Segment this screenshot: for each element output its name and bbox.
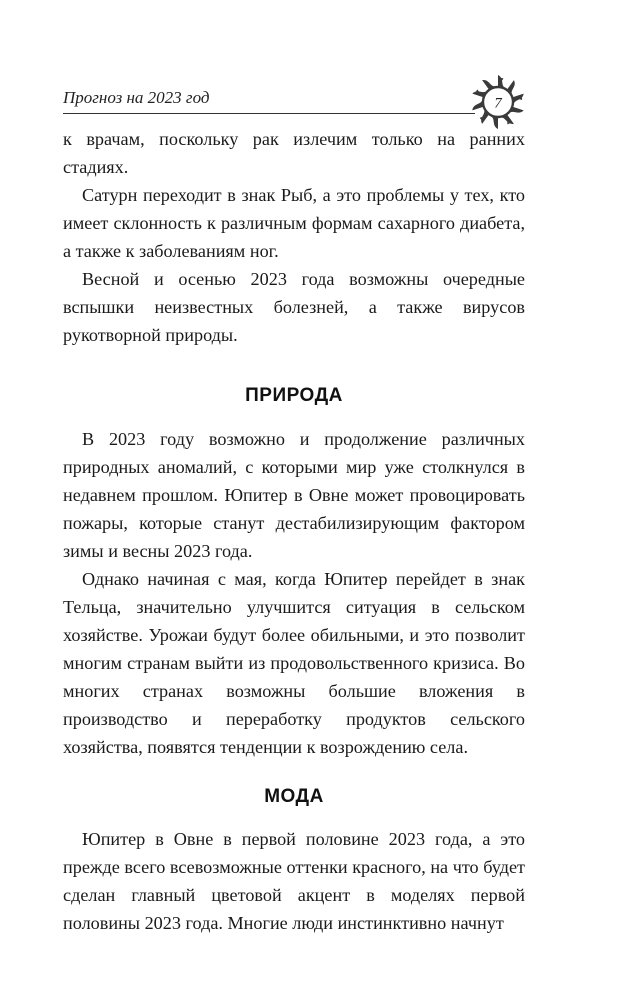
paragraph: Сатурн переходит в знак Рыб, а это проблемы у тех, кто имеет склонность к различным формам сахарного диабета, а также к заболеваниям ног.	[63, 185, 525, 261]
page-number: 7	[494, 95, 502, 112]
paragraph: Юпитер в Овне в первой половине 2023 года, а это прежде всего всевозможные оттенки красного, на что будет сделан главный цветовой акцент в моделях первой половины 2023 года. Многие люди инстинктивно начнут	[63, 829, 525, 933]
paragraph: В 2023 году возможно и продолжение различных природных аномалий, с которыми мир уже столкнулся в недавнем прошлом. Юпитер в Овне может провоцировать пожары, которые станут дестабилизирующим фактором зимы и весны 2023 года.	[63, 429, 525, 561]
section-heading-fashion: МОДА	[264, 786, 324, 807]
text-block-health	[63, 125, 525, 349]
paragraph: Однако начиная с мая, когда Юпитер перейдет в знак Тельца, значительно улучшится ситуация в сельском хозяйстве. Урожаи будут более обильными, и это позволит многим странам выйти из продовольственного кризиса. Во многих странах возможны большие вложения в производство и переработку продуктов сельского хозяйства, появятся тенденции к возрождению села.	[63, 569, 525, 757]
running-header-title: Прогноз на 2023 год	[63, 88, 210, 107]
paragraph: к врачам, поскольку рак излечим только на ранних стадиях.	[63, 129, 525, 177]
section-heading-nature: ПРИРОДА	[245, 385, 343, 406]
paragraph: Весной и осенью 2023 года возможны очередные вспышки неизвестных болезней, а также вирусов рукотворной природы.	[63, 269, 525, 345]
text-block-nature	[63, 425, 525, 761]
header-rule	[63, 113, 475, 114]
text-block-fashion	[63, 825, 525, 937]
sun-ornament-icon	[470, 74, 526, 130]
